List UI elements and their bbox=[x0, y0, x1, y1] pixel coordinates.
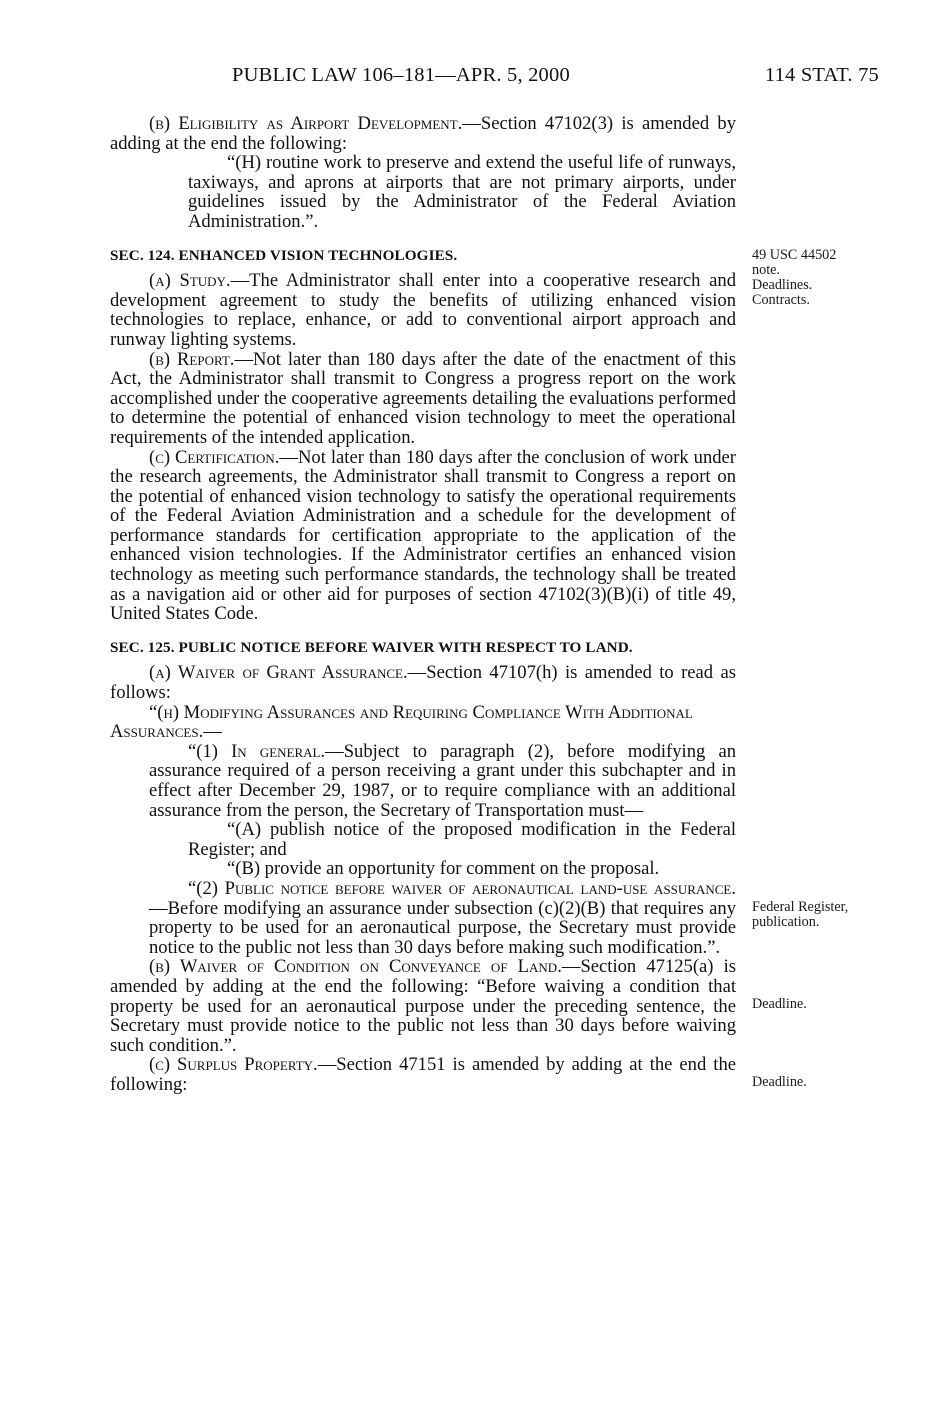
paragraph-125-a bbox=[110, 663, 736, 702]
paragraph-text: —Subject to paragraph (2), before modifying an assurance required of a person receiving a grant under this subchapter and in effect after December 29, 1987, or to require compliance with an additional assurance from the person, the Secretary of Transportation must— bbox=[149, 740, 736, 821]
paragraph-124-b bbox=[110, 350, 736, 448]
margin-note-federal-register bbox=[752, 900, 942, 930]
paragraph-heading: “(1) In general. bbox=[188, 740, 326, 762]
paragraph-text: —Section 47125(a) is amended by adding at the end the following: “Before waiving a condition that property be used for an aeronautical purpose under the preceding sentence, the Secretary must provide notice to the public not less than 30 days before waiving such condition.”. bbox=[110, 956, 737, 1056]
paragraph-heading: (b) Report. bbox=[149, 348, 235, 370]
quoted-subsection-h-heading bbox=[110, 703, 736, 742]
paragraph-text: —Not later than 180 days after the date of the enactment of this Act, the Administrator shall transmit to Congress a progress report on the work accomplished under the cooperative agreements detailing the evaluations performed to determine the potential of enhanced vision technology to meet the operational requirements of the intended application. bbox=[110, 348, 736, 448]
quoted-paragraph-2 bbox=[110, 879, 736, 957]
page-header bbox=[232, 64, 879, 90]
paragraph-125-b bbox=[110, 957, 736, 1055]
margin-note-contracts: Contracts. bbox=[752, 292, 810, 308]
margin-note-section-124 bbox=[752, 248, 942, 308]
paragraph-b-eligibility bbox=[110, 114, 736, 153]
margin-note-deadline: Deadline. bbox=[752, 996, 807, 1012]
quoted-paragraph-1 bbox=[110, 742, 736, 820]
margin-note-deadline: Deadline. bbox=[752, 1074, 807, 1090]
paragraph-text: —Section 47102(3) is amended by adding at the end the following: bbox=[110, 113, 736, 154]
margin-note-deadline-2 bbox=[752, 1075, 942, 1090]
paragraph-text: —Not later than 180 days after the conclusion of work under the research agreements, the Administrator shall transmit to Congress a report on the potential of enhanced vision technology to satisfy the operational requirements of the Federal Aviation Administration and a schedule for the development of performance standards for certification appropriate to the application of the enhanced vision technologies. If the Administrator certifies an enhanced vision technology as meeting such performance standards, the technology shall be treated as a navigation aid or other aid for purposes of section 47102(3)(B)(i) of title 49, United States Code. bbox=[110, 446, 736, 625]
paragraph-text: —Before modifying an assurance under subsection (c)(2)(B) that requires any property to be used for an aeronautical purpose, the Secretary must provide notice to the public not less than 30 days before making such modification.”. bbox=[149, 897, 736, 958]
paragraph-heading: (b) Waiver of Condition on Conveyance of Land. bbox=[149, 956, 562, 978]
margin-note-deadlines: Deadlines. bbox=[752, 277, 813, 293]
margin-note-deadline-1 bbox=[752, 997, 942, 1012]
running-title: PUBLIC LAW 106–181—APR. 5, 2000 bbox=[232, 64, 570, 86]
section-124-heading: SEC. 124. ENHANCED VISION TECHNOLOGIES. bbox=[110, 246, 458, 264]
quoted-subparagraph-A: “(A) publish notice of the proposed modification in the Federal Register; and bbox=[188, 819, 736, 860]
paragraph-heading: (a) Waiver of Grant Assurance. bbox=[149, 662, 408, 684]
margin-note-note: note. bbox=[752, 262, 780, 278]
paragraph-heading: (a) Study. bbox=[149, 270, 231, 292]
quoted-clause-h: “(H) routine work to preserve and extend the useful life of runways, taxiways, and aprons at airports that are not primary airports, under guidelines issued by the Administrator of the Federal Aviation Administration.”. bbox=[188, 152, 736, 232]
paragraph-heading: (b) Eligibility as Airport Development. bbox=[149, 113, 463, 134]
paragraph-heading: (c) Certification. bbox=[149, 446, 280, 468]
statute-page-number: 114 STAT. 75 bbox=[764, 64, 879, 86]
paragraph-heading: “(2) Public notice before waiver of aeronautical land-use assurance. bbox=[188, 877, 736, 899]
paragraph-heading: “(h) Modifying Assurances and Requiring Compliance With Additional Assurances. bbox=[110, 701, 693, 743]
paragraph-text: —Section 47107(h) is amended to read as follows: bbox=[110, 662, 736, 704]
document-body bbox=[110, 114, 736, 1095]
section-125-heading: SEC. 125. PUBLIC NOTICE BEFORE WAIVER WITH RESPECT TO LAND. bbox=[110, 638, 633, 656]
margin-note-federal-register-line: Federal Register, bbox=[752, 899, 849, 915]
paragraph-heading: (c) Surplus Property. bbox=[149, 1054, 318, 1076]
paragraph-124-c bbox=[110, 448, 736, 624]
paragraph-text: —Section 47151 is amended by adding at the end the following: bbox=[110, 1054, 736, 1095]
paragraph-125-c bbox=[110, 1055, 736, 1094]
paragraph-text: — bbox=[203, 721, 222, 743]
margin-note-citation: 49 USC 44502 bbox=[752, 247, 837, 263]
paragraph-124-a bbox=[110, 271, 736, 349]
quoted-subparagraph-B: “(B) provide an opportunity for comment on the proposal. bbox=[227, 858, 660, 880]
margin-note-publication-line: publication. bbox=[752, 914, 820, 930]
paragraph-text: —The Administrator shall enter into a cooperative research and development agreement to study the benefits of utilizing enhanced vision technologies to replace, enhance, or add to conventional airport approach and runway lighting systems. bbox=[110, 270, 736, 350]
